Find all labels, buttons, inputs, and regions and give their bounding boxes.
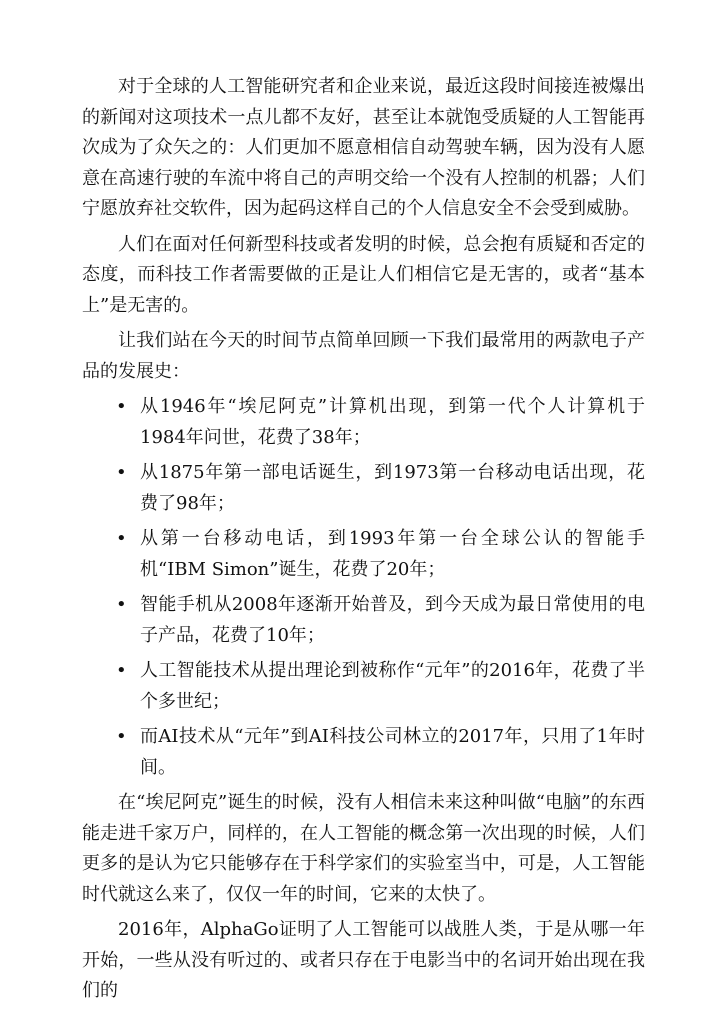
list-item xyxy=(82,722,645,783)
list-item-text: 人工智能技术从提出理论到被称作“元年”的2016年，花费了半个多世纪； xyxy=(140,660,645,712)
bullet-icon: • xyxy=(116,594,127,615)
bullet-icon: • xyxy=(116,726,127,747)
list-item xyxy=(82,524,645,585)
list-item xyxy=(82,656,645,717)
paragraph-ai-controversy: 对于全球的人工智能研究者和企业来说，最近这段时间接连被爆出的新闻对这项技术一点儿都不友好，甚至让本就饱受质疑的人工智能再次成为了众矢之的：人们更加不愿意相信自动驾驶车辆，因为没有人愿意在高速行驶的车流中将自己的声明交给一个没有人控制的机器；人们宁愿放弃社交软件，因为起码这样自己的个人信息安全不会受到威胁。 xyxy=(82,76,645,219)
document-page xyxy=(82,72,645,1012)
bullet-icon: • xyxy=(116,528,127,549)
list-item xyxy=(82,458,645,519)
list-item-text: 从第一台移动电话，到1993年第一台全球公认的智能手机“IBM Simon”诞生，花费了20年； xyxy=(140,528,645,580)
list-item-text: 从1875年第一部电话诞生，到1973第一台移动电话出现，花费了98年； xyxy=(140,462,645,514)
paragraph-public-doubt: 人们在面对任何新型科技或者发明的时候，总会抱有质疑和否定的态度，而科技工作者需要做的正是让人们相信它是无害的，或者“基本上”是无害的。 xyxy=(82,233,645,316)
list-item xyxy=(82,590,645,651)
history-bullet-list xyxy=(82,392,645,783)
list-item xyxy=(82,392,645,453)
bullet-icon: • xyxy=(116,396,127,417)
list-item-text: 智能手机从2008年逐渐开始普及，到今天成为最日常使用的电子产品，花费了10年； xyxy=(140,594,645,646)
list-item-text: 而AI技术从“元年”到AI科技公司林立的2017年，只用了1年时间。 xyxy=(140,726,645,778)
paragraph-history-intro: 让我们站在今天的时间节点简单回顾一下我们最常用的两款电子产品的发展史： xyxy=(82,330,645,382)
paragraph-alphago: 2016年，AlphaGo证明了人工智能可以战胜人类，于是从哪一年开始，一些从没有听过的、或者只存在于电影当中的名词开始出现在我们的 xyxy=(82,919,645,1001)
paragraph-eniac-comparison: 在“埃尼阿克”诞生的时候，没有人相信未来这种叫做“电脑”的东西能走进千家万户，同样的，在人工智能的概念第一次出现的时候，人们更多的是认为它只能够存在于科学家们的实验室当中，可是，人工智能时代就这么来了，仅仅一年的时间，它来的太快了。 xyxy=(82,792,645,905)
list-item-text: 从1946年“埃尼阿克”计算机出现，到第一代个人计算机于1984年问世，花费了38年； xyxy=(140,396,645,448)
bullet-icon: • xyxy=(116,660,127,681)
bullet-icon: • xyxy=(116,462,127,483)
